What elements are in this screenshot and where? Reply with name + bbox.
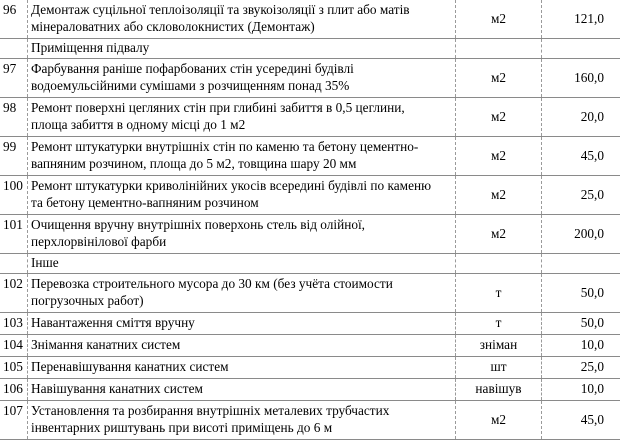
description-cell — [28, 176, 456, 214]
unit-cell — [456, 357, 542, 378]
quantity-cell — [542, 357, 620, 378]
unit-cell — [456, 313, 542, 334]
description-line: вапняним розчином, площа до 5 м2, товщина шару 20 мм — [31, 156, 357, 171]
unit-value: м2 — [490, 109, 507, 124]
unit-cell — [456, 98, 542, 136]
row-number: 104 — [3, 337, 23, 352]
quantity-cell — [542, 313, 620, 334]
description-cell — [28, 59, 456, 97]
table-row — [0, 98, 620, 137]
description-line: інвентарних риштувань при висоті приміщень до 6 м — [31, 420, 333, 435]
row-number: 97 — [3, 61, 17, 76]
quantity-cell — [542, 335, 620, 356]
description-line: перхлорвінілової фарби — [31, 234, 167, 249]
description-cell — [28, 39, 456, 58]
table-row — [0, 215, 620, 254]
row-number-cell — [0, 176, 28, 214]
unit-value: м2 — [490, 11, 507, 26]
table-row — [0, 379, 620, 401]
row-number-cell — [0, 335, 28, 356]
row-number: 106 — [3, 381, 23, 396]
quantity-value: 50,0 — [580, 315, 604, 330]
row-number: 99 — [3, 139, 17, 154]
description-line: Ремонт штукатурки криволінійних укосів всередині будівлі по каменю — [31, 178, 432, 193]
unit-cell — [456, 137, 542, 175]
unit-cell — [456, 59, 542, 97]
description-cell — [28, 335, 456, 356]
unit-cell — [456, 379, 542, 400]
unit-cell — [456, 39, 542, 58]
table-row — [0, 357, 620, 379]
row-number-cell — [0, 401, 28, 439]
quantity-cell — [542, 39, 620, 58]
section-row — [0, 254, 620, 274]
description-line: мінераловатних або скловолокнистих (Демонтаж) — [31, 19, 315, 34]
description-line: Перевозка строительного мусора до 30 км (без учёта стоимости — [31, 276, 393, 291]
row-number-cell — [0, 39, 28, 58]
quantity-cell — [542, 274, 620, 312]
quantity-cell — [542, 176, 620, 214]
row-number-cell — [0, 274, 28, 312]
description-line: Установлення та розбирання внутрішніх металевих трубчастих — [31, 403, 390, 418]
description-line: водоемульсійними сумішами з розчищенням понад 35% — [31, 78, 350, 93]
description-line: Демонтаж суцільної теплоізоляції та звукоізоляції з плит або матів — [31, 2, 410, 17]
quantity-cell — [542, 98, 620, 136]
quantity-value: 160,0 — [574, 70, 604, 85]
quantity-value: 10,0 — [580, 337, 604, 352]
row-number: 105 — [3, 359, 23, 374]
unit-value: т — [495, 315, 502, 330]
unit-value: шт — [490, 359, 507, 374]
row-number-cell — [0, 59, 28, 97]
unit-cell — [456, 0, 542, 38]
table-row — [0, 137, 620, 176]
unit-value: м2 — [490, 70, 507, 85]
quantity-value: 45,0 — [580, 148, 604, 163]
description-line: Ремонт штукатурки внутрішніх стін по каменю та бетону цементно- — [31, 139, 419, 154]
quantity-value: 121,0 — [574, 11, 604, 26]
section-title: Приміщення підвалу — [31, 40, 150, 55]
quantity-value: 20,0 — [580, 109, 604, 124]
row-number: 102 — [3, 276, 23, 291]
quantity-cell — [542, 215, 620, 253]
unit-cell — [456, 215, 542, 253]
quantity-cell — [542, 59, 620, 97]
unit-value: м2 — [490, 187, 507, 202]
quantity-cell — [542, 254, 620, 273]
quantity-cell — [542, 0, 620, 38]
row-number-cell — [0, 357, 28, 378]
quantity-value: 45,0 — [580, 412, 604, 427]
section-title: Інше — [31, 255, 59, 270]
description-line: Фарбування раніше пофарбованих стін усередині будівлі — [31, 61, 354, 76]
row-number: 101 — [3, 217, 23, 232]
description-cell — [28, 98, 456, 136]
row-number: 96 — [3, 2, 17, 17]
row-number-cell — [0, 0, 28, 38]
description-line: Очищення вручну внутрішніх поверхонь стель від олійної, — [31, 217, 365, 232]
row-number-cell — [0, 137, 28, 175]
unit-cell — [456, 335, 542, 356]
description-cell — [28, 313, 456, 334]
quantity-cell — [542, 379, 620, 400]
description-cell — [28, 254, 456, 273]
unit-cell — [456, 176, 542, 214]
row-number: 103 — [3, 315, 23, 330]
unit-cell — [456, 254, 542, 273]
description-cell — [28, 137, 456, 175]
unit-value: навішув — [475, 381, 522, 396]
unit-value: м2 — [490, 148, 507, 163]
row-number: 100 — [3, 178, 23, 193]
row-number-cell — [0, 215, 28, 253]
quantity-value: 10,0 — [580, 381, 604, 396]
unit-value: т — [495, 285, 502, 300]
description-cell — [28, 215, 456, 253]
section-row — [0, 39, 620, 59]
table-row — [0, 59, 620, 98]
quantity-value: 25,0 — [580, 359, 604, 374]
quantity-value: 25,0 — [580, 187, 604, 202]
quantity-value: 50,0 — [580, 285, 604, 300]
description-line: та бетону цементно-вапняним розчином — [31, 195, 259, 210]
description-cell — [28, 274, 456, 312]
description-cell — [28, 401, 456, 439]
description-line: Перенавішування канатних систем — [31, 359, 229, 374]
table-row — [0, 176, 620, 215]
table-row — [0, 401, 620, 440]
quantity-cell — [542, 137, 620, 175]
row-number: 98 — [3, 100, 17, 115]
description-line: Ремонт поверхні цегляних стін при глибині забиття в 0,5 цеглини, — [31, 100, 405, 115]
quantity-cell — [542, 401, 620, 439]
row-number-cell — [0, 379, 28, 400]
quantity-value: 200,0 — [574, 226, 604, 241]
row-number-cell — [0, 313, 28, 334]
table-row — [0, 335, 620, 357]
table-row — [0, 274, 620, 313]
description-cell — [28, 0, 456, 38]
unit-cell — [456, 401, 542, 439]
description-cell — [28, 379, 456, 400]
unit-value: м2 — [490, 412, 507, 427]
description-line: площа забиття в одному місці до 1 м2 — [31, 117, 246, 132]
description-cell — [28, 357, 456, 378]
description-line: Навішування канатних систем — [31, 381, 203, 396]
unit-value: зніман — [479, 337, 518, 352]
unit-value: м2 — [490, 226, 507, 241]
row-number-cell — [0, 254, 28, 273]
table-row — [0, 0, 620, 39]
row-number: 107 — [3, 403, 23, 418]
table-row — [0, 313, 620, 335]
description-line: погрузочных работ) — [31, 293, 144, 308]
description-line: Знімання канатних систем — [31, 337, 181, 352]
description-line: Навантаження сміття вручну — [31, 315, 195, 330]
unit-cell — [456, 274, 542, 312]
row-number-cell — [0, 98, 28, 136]
